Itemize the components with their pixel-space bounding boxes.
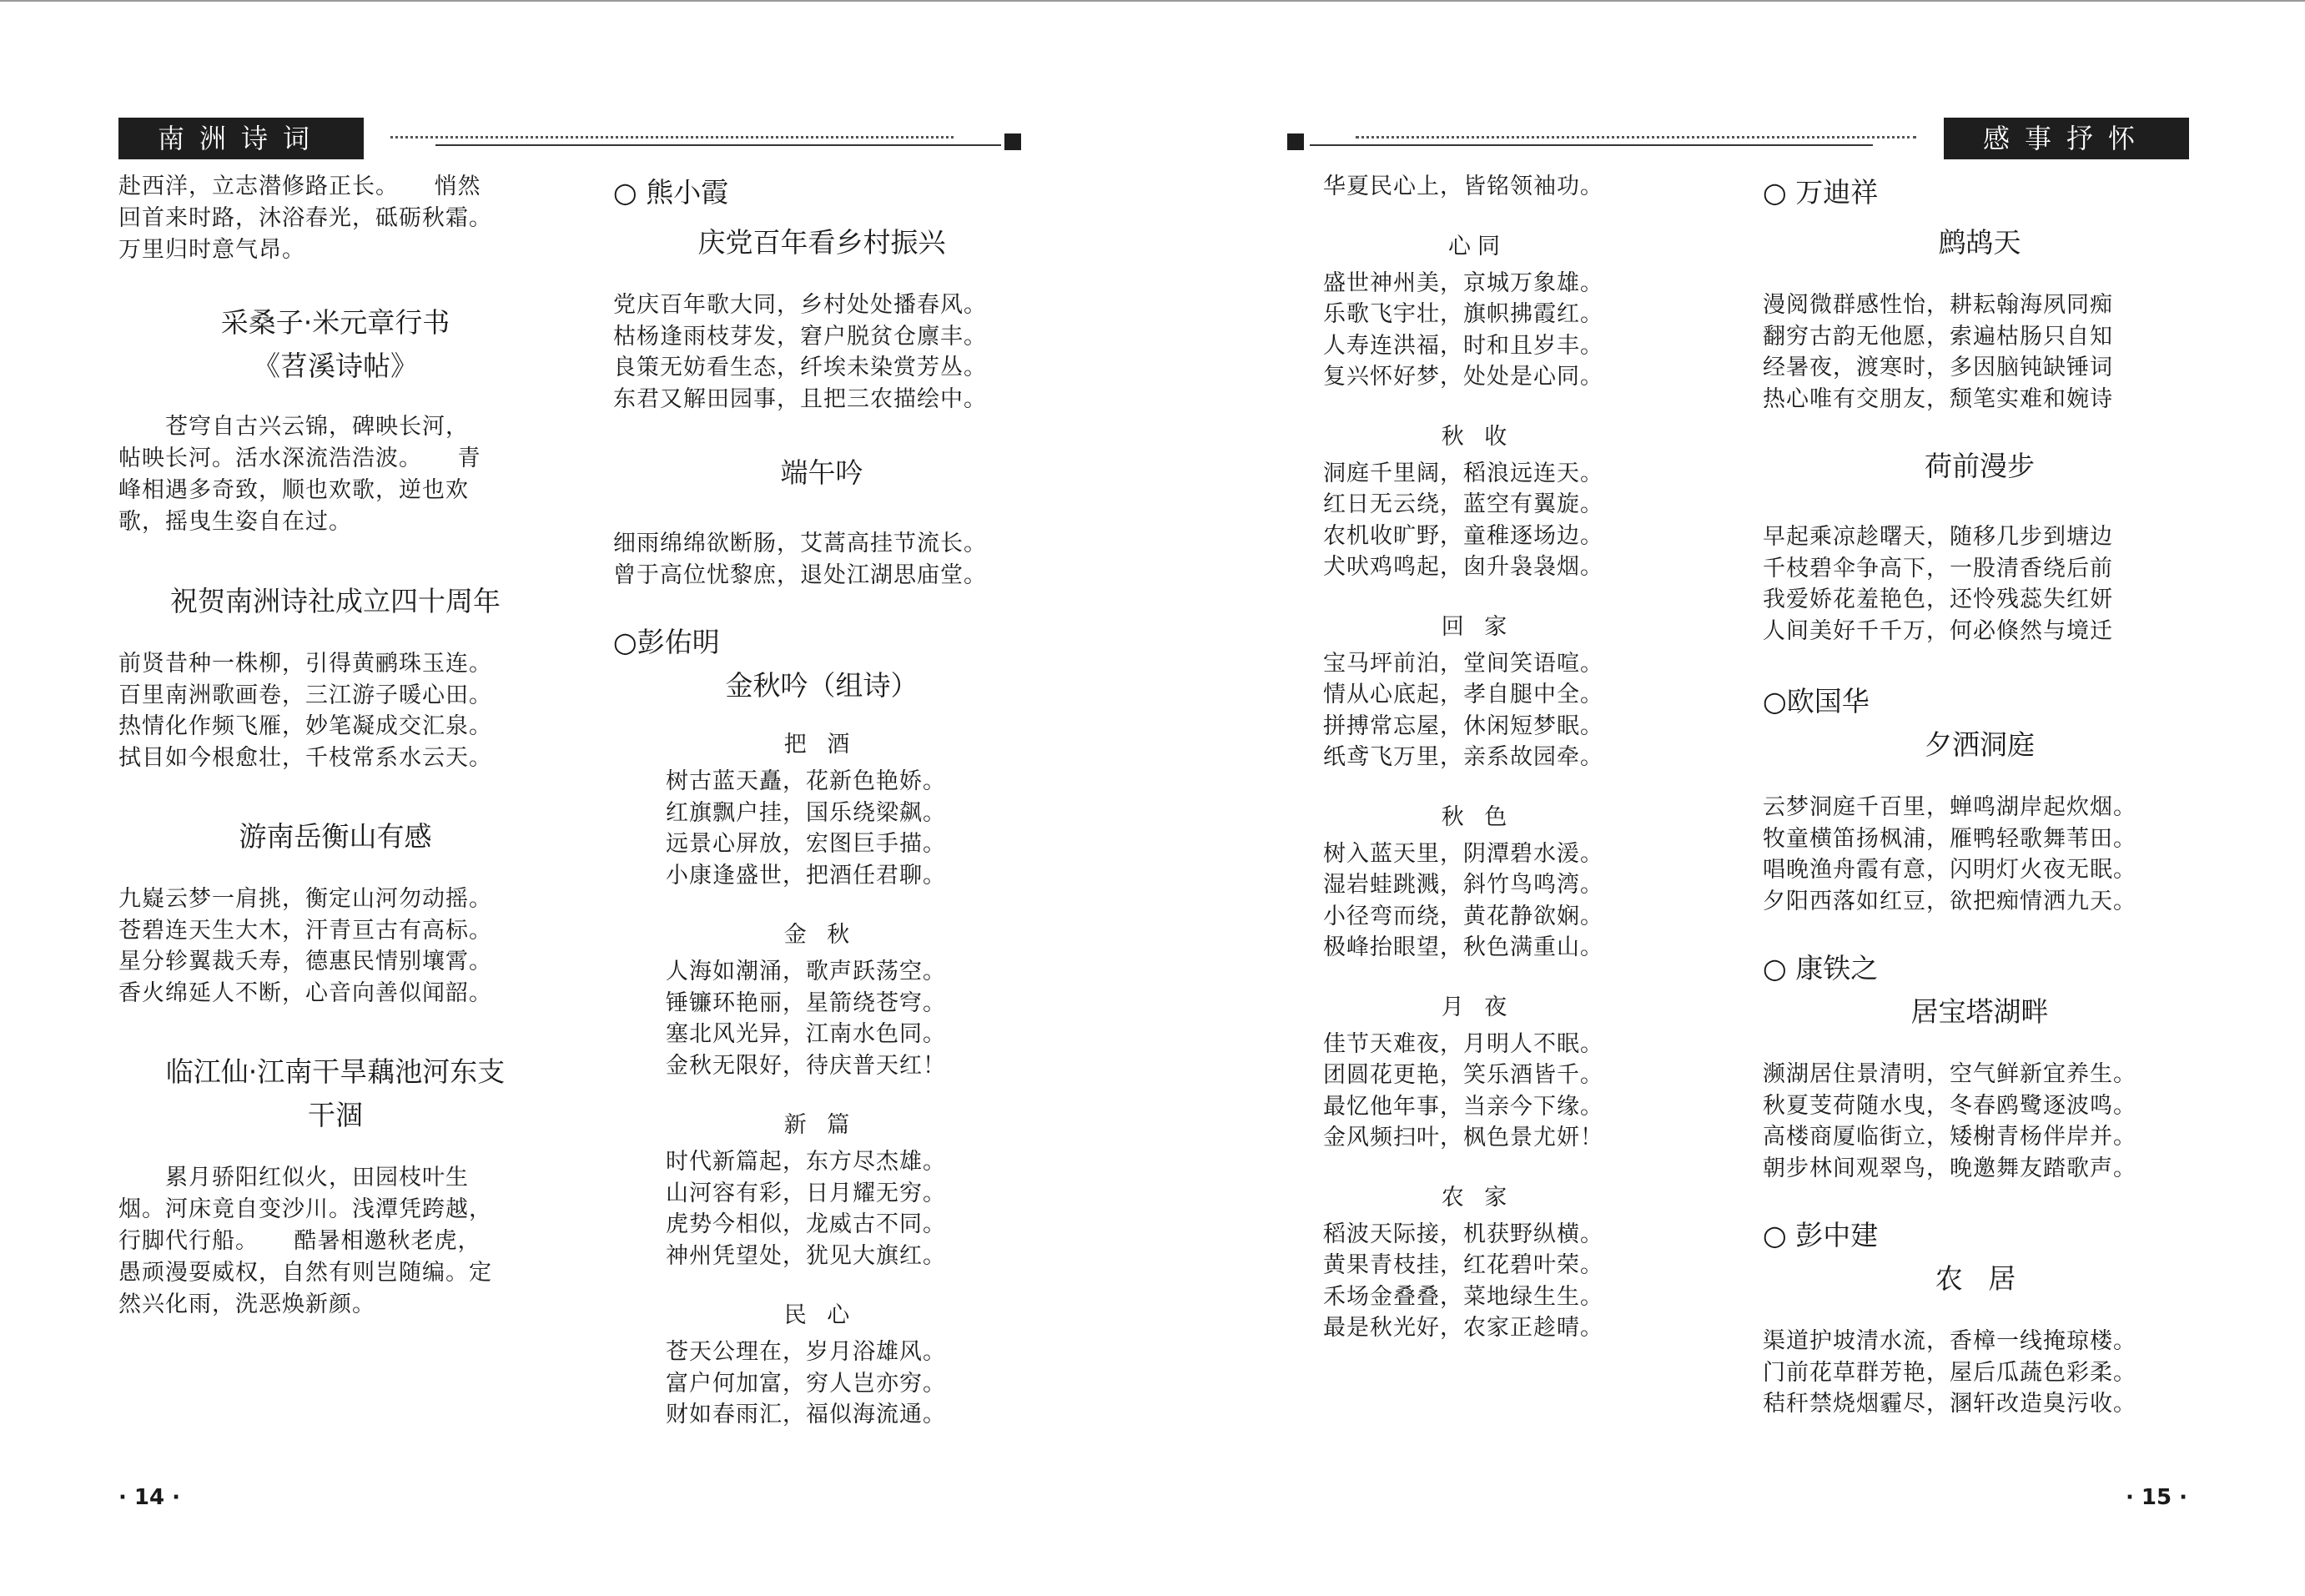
- poem-body: [613, 289, 1030, 415]
- poem-line: 财如春雨汇，福似海流通。: [666, 1402, 946, 1427]
- poem-linjiangxian: [118, 1050, 552, 1321]
- poem-title: 采桑子·米元章行书 《苕溪诗帖》: [220, 306, 450, 382]
- poem-line: 红日无云绕，蓝空有翼旋。: [1323, 491, 1603, 517]
- poem-line: 秸秆禁烧烟霾尽，溷轩改造臭污收。: [1763, 1391, 2136, 1417]
- sub-poem-title: 新 篇: [783, 1112, 857, 1138]
- poem-line: 金秋无限好，待庆普天红！: [666, 1052, 946, 1079]
- poem-line: 前贤昔种一株柳，引得黄鹂珠玉连。: [118, 651, 492, 677]
- poem-line: 拭目如今根愈壮，千枝常系水云天。: [118, 744, 492, 771]
- poem-line: 人海如潮涌，歌声跃荡空。: [666, 959, 946, 984]
- page-number-left: · 14 ·: [118, 1485, 181, 1510]
- poem-title: 荷前漫步: [1925, 450, 2035, 482]
- poem-title: 庆党百年看乡村振兴: [697, 226, 946, 259]
- group-title: 金秋吟（组诗）: [725, 669, 918, 702]
- poem-line: 东君又解田园事，且把三农描绘中。: [613, 385, 987, 412]
- poem-line: 细雨绵绵欲断肠，艾蒿高挂节流长。: [613, 531, 987, 556]
- poem-line: 热情化作频飞雁，妙笔凝成交汇泉。: [118, 713, 492, 739]
- poem-line: 红旗飘户挂，国乐绕梁飙。: [666, 799, 946, 826]
- poem-line: 华夏民心上，皆铭领袖功。: [1323, 174, 1603, 199]
- sub-poem-title: 月 夜: [1441, 994, 1514, 1020]
- poem-line: 虎势今相似，龙威古不同。: [666, 1211, 946, 1237]
- poem-line: 禾场金叠叠，菜地绿生生。: [1323, 1283, 1603, 1310]
- poem-line: 神州凭望处，犹见大旗红。: [666, 1242, 946, 1269]
- left-header-rule: [435, 144, 1001, 146]
- poem-body: [118, 1162, 552, 1321]
- poem-line: 拼搏常忘屋，休闲短梦眠。: [1323, 712, 1603, 739]
- poem-nongju: [1763, 1257, 2197, 1420]
- poem-line: 苍天公理在，岁月浴雄风。: [666, 1339, 946, 1365]
- sub-poem-title: 秋 收: [1441, 423, 1514, 450]
- sub-poem-title: 民 心: [783, 1302, 857, 1328]
- poem-line: 牧童横笛扬枫浦，雁鸭轻歌舞苇田。: [1763, 825, 2136, 852]
- poem-line: 濒湖居住景清明，空气鲜新宜养生。: [1763, 1061, 2136, 1087]
- poem-line: 良策无妨看生态，纤埃未染赏芳丛。: [613, 355, 987, 380]
- sub-poem-title: 回 家: [1441, 613, 1514, 640]
- poem-line: 苍碧连天生大木，汗青亘古有高标。: [118, 917, 492, 944]
- poem-title: 祝贺南洲诗社成立四十周年: [170, 585, 501, 617]
- left-header-square-mark: [1004, 133, 1021, 150]
- poem-line: 湿岩蛙跳溅，斜竹鸟鸣湾。: [1323, 872, 1603, 898]
- poem-baota-hu: [1763, 990, 2197, 1184]
- top-edge-line: [0, 0, 2305, 2]
- poem-title: 端午吟: [780, 456, 863, 489]
- poem-line: 早起乘凉趁曙天，随移几步到塘边: [1763, 524, 2113, 550]
- poem-line: 纸鸢飞万里，亲系故园牵。: [1323, 744, 1603, 770]
- poem-line: 山河容有彩，日月耀无穷。: [666, 1180, 946, 1206]
- poem-title: 夕洒洞庭: [1925, 728, 2035, 761]
- poem-duanwu: [613, 451, 1030, 591]
- sub-poem-minxin: [666, 1300, 1030, 1431]
- left-section-header: 南洲诗词: [118, 118, 364, 159]
- poem-line: 最是秋光好，农家正趁晴。: [1323, 1315, 1603, 1341]
- column-3: [1323, 171, 1657, 1372]
- poem-line: 锤镰环艳丽，星箭绕苍穹。: [666, 989, 946, 1016]
- poem-line: 农机收旷野，童稚逐场边。: [1323, 522, 1603, 549]
- sub-poem-huijia: [1323, 612, 1657, 773]
- poem-line: 小康逢盛世，把酒任君聊。: [666, 862, 946, 889]
- poem-caisangzi: [118, 301, 552, 538]
- column-2: [613, 171, 1030, 1459]
- poem-body: [613, 528, 1030, 591]
- poem-line: 高楼商厦临街立，矮榭青杨伴岸并。: [1763, 1124, 2136, 1150]
- poem-line: 党庆百年歌大同，乡村处处播春风。: [613, 292, 987, 318]
- poem-line: 乐歌飞宇壮，旗帜拂霞红。: [1323, 301, 1603, 327]
- poet-name: ○彭佑明: [613, 626, 720, 658]
- poem-title: 居宝塔湖畔: [1910, 995, 2049, 1028]
- poet-name: ○ 熊小霞: [613, 176, 729, 209]
- poem-line: 洞庭千里阔，稻浪远连天。: [1323, 460, 1603, 486]
- poem-line: 树古蓝天矗，花新色艳娇。: [666, 768, 946, 794]
- poem-line: 云梦洞庭千百里，蝉鸣湖岸起炊烟。: [1763, 794, 2136, 820]
- sub-poem-nongjia: [1323, 1182, 1657, 1344]
- poem-line: 佳节天难夜，月明人不眠。: [1323, 1030, 1603, 1057]
- page-number-right: · 15 ·: [2126, 1485, 2188, 1510]
- poem-line: 树入蓝天里，阴潭碧水湲。: [1323, 840, 1603, 867]
- text-line: 苍穹自古兴云锦，碑映长河，: [118, 414, 469, 440]
- poet-name: ○ 彭中建: [1763, 1219, 1879, 1251]
- poem-body: [118, 884, 552, 1009]
- sub-poem-xintong: [1323, 231, 1657, 393]
- poem-line: 远景心屏放，宏图巨手描。: [666, 831, 946, 857]
- poem-line: 经暑夜，渡寒时，多因脑钝缺锤词: [1763, 355, 2113, 380]
- sub-poem-qiushou: [1323, 421, 1657, 583]
- sub-poem-title: 金 秋: [783, 922, 857, 948]
- poem-hengshan: [118, 815, 552, 1009]
- group-poems: [613, 729, 1030, 1431]
- sub-poem-xinpian: [666, 1110, 1030, 1271]
- poem-line: 翻穷古韵无他愿，索遍枯肠只自知: [1763, 323, 2113, 350]
- poem-line: 盛世神州美，京城万象雄。: [1323, 269, 1603, 296]
- left-header-dotted-rule: [390, 136, 954, 138]
- poem-party-centenary: [613, 221, 1030, 415]
- text-line: 歌，摇曳生姿自在过。: [118, 509, 352, 535]
- poem-heqian-manbu: [1763, 445, 2197, 647]
- column-4: [1763, 171, 2197, 1420]
- poet-name: ○欧国华: [1763, 685, 1870, 717]
- poem-line: 秋夏芰荷随水曳，冬春鸥鹭逐波鸣。: [1763, 1092, 2136, 1119]
- sub-poem-title: 秋 色: [1441, 803, 1514, 830]
- text-line: 烟。河床竟自变沙川。浅潭凭跨越，: [118, 1196, 492, 1222]
- text-line: 行脚代行船。 酷暑相邀秋老虎，: [118, 1228, 481, 1254]
- poem-line: 曾于高位忧黎庶，退处江湖思庙堂。: [613, 561, 987, 588]
- poem-line: 黄果青枝挂，红花碧叶荣。: [1323, 1252, 1603, 1278]
- poem-line: 星分轸翼裁夭寿，德惠民情别壤霄。: [118, 949, 492, 974]
- poem-line: 人寿连洪福，时和且岁丰。: [1323, 332, 1603, 359]
- poem-line: 稻波天际接，机获野纵横。: [1323, 1221, 1603, 1247]
- poem-nanzhou-anniversary: [118, 580, 552, 773]
- column-1: [118, 171, 552, 1362]
- text-line: 回首来时路，沐浴春光，砥砺秋霜。: [118, 205, 492, 231]
- poem-line: 门前花草群芳艳，屋后瓜蔬色彩柔。: [1763, 1359, 2136, 1386]
- text-line: 万里归时意气昂。: [118, 237, 305, 263]
- text-line: 峰相遇多奇致，顺也欢歌，逆也欢: [118, 477, 469, 503]
- poem-title: 游南岳衡山有感: [239, 820, 432, 853]
- poem-line: 百里南洲歌画卷，三江游子暖心田。: [118, 682, 492, 708]
- poet-name: ○ 康铁之: [1763, 952, 1879, 984]
- sub-poem-qiuse: [1323, 802, 1657, 964]
- poem-line: 犬吠鸡鸣起，囱升袅袅烟。: [1323, 554, 1603, 580]
- poem-line: 唱晚渔舟霞有意，闪明灯火夜无眠。: [1763, 857, 2136, 883]
- poem-line: 极峰抬眼望，秋色满重山。: [1323, 934, 1603, 960]
- poem-title: 农 居: [1935, 1262, 2025, 1295]
- poem-line: 人间美好千千万，何必倏然与境迁: [1763, 617, 2113, 644]
- text-line: 累月骄阳红似火，田园枝叶生: [118, 1165, 469, 1191]
- poem-line: 宝马坪前泊，堂间笑语喧。: [1323, 650, 1603, 677]
- poem-line: 渠道护坡清水流，香樟一线掩琼楼。: [1763, 1328, 2136, 1354]
- poem-xisa-dongting: [1763, 723, 2197, 917]
- text-line: 愚顽漫耍威权，自然有则岂随编。定: [118, 1260, 492, 1286]
- right-header-dotted-rule: [1356, 136, 1916, 138]
- poem-zhegutian: [1763, 221, 2197, 415]
- poem-line: 朝步林间观翠鸟，晚邀舞友踏歌声。: [1763, 1155, 2136, 1181]
- poem-line: 夕阳西落如红豆，欲把痴情洒九天。: [1763, 888, 2136, 914]
- sub-poem-title: 把 酒: [783, 732, 857, 758]
- right-header-square-mark: [1287, 133, 1304, 150]
- poem-line: 漫阅微群感性怡，耕耘翰海夙同痴: [1763, 292, 2113, 318]
- sub-poem-yueye: [1323, 992, 1657, 1154]
- poem-line: 枯杨逢雨枝芽发，窘户脱贫仓廪丰。: [613, 323, 987, 350]
- poem-line: 香火绵延人不断，心音向善似闻韶。: [118, 979, 492, 1006]
- poem-body: [118, 411, 552, 538]
- poem-line: 千枝碧伞争高下，一股清香绕后前: [1763, 555, 2113, 582]
- poem-line: 复兴怀好梦，处处是心同。: [1323, 364, 1603, 390]
- text-line: 帖映长河。活水深流浩浩波。 青: [118, 446, 481, 471]
- poem-line: 最忆他年事，当亲今下缘。: [1323, 1093, 1603, 1120]
- poem-line: 金风频扫叶，枫色景尤妍！: [1323, 1125, 1603, 1150]
- sub-poem-title: 农 家: [1441, 1184, 1514, 1211]
- text-line: 然兴化雨，洗恶焕新颜。: [118, 1291, 375, 1317]
- poem-line: 九嶷云梦一肩挑，衡定山河勿动摇。: [118, 886, 492, 912]
- continued-poem: [118, 171, 552, 266]
- poem-title: 鹧鸪天: [1938, 226, 2021, 259]
- text-line: 赴西洋，立志潜修路正长。 悄然: [118, 174, 481, 199]
- poem-body: [118, 648, 552, 773]
- sub-poem-bajiu: [666, 729, 1030, 891]
- sub-poem-jinqiu: [666, 919, 1030, 1081]
- poem-line: 小径弯而绕，黄花静欲娴。: [1323, 903, 1603, 929]
- right-header-rule: [1310, 144, 1873, 146]
- poem-line: 时代新篇起，东方尽杰雄。: [666, 1149, 946, 1175]
- poem-line: 我爱娇花羞艳色，还怜残蕊失红妍: [1763, 587, 2113, 612]
- poem-line: 热心唯有交朋友，颓笔实难和婉诗: [1763, 385, 2113, 412]
- poem-title: 临江仙·江南干旱藕池河东支 干涸: [165, 1055, 506, 1131]
- poem-line: 情从心底起，孝自腿中全。: [1323, 682, 1603, 707]
- right-section-header: 感事抒怀: [1944, 118, 2189, 159]
- poem-line: 团圆花更艳，笑乐酒皆千。: [1323, 1062, 1603, 1088]
- poet-name: ○ 万迪祥: [1763, 176, 1879, 209]
- poem-line: 富户何加富，穷人岂亦穷。: [666, 1370, 946, 1397]
- sub-poem-title: 心同: [1448, 233, 1507, 259]
- poem-line: 塞北风光异，江南水色同。: [666, 1021, 946, 1047]
